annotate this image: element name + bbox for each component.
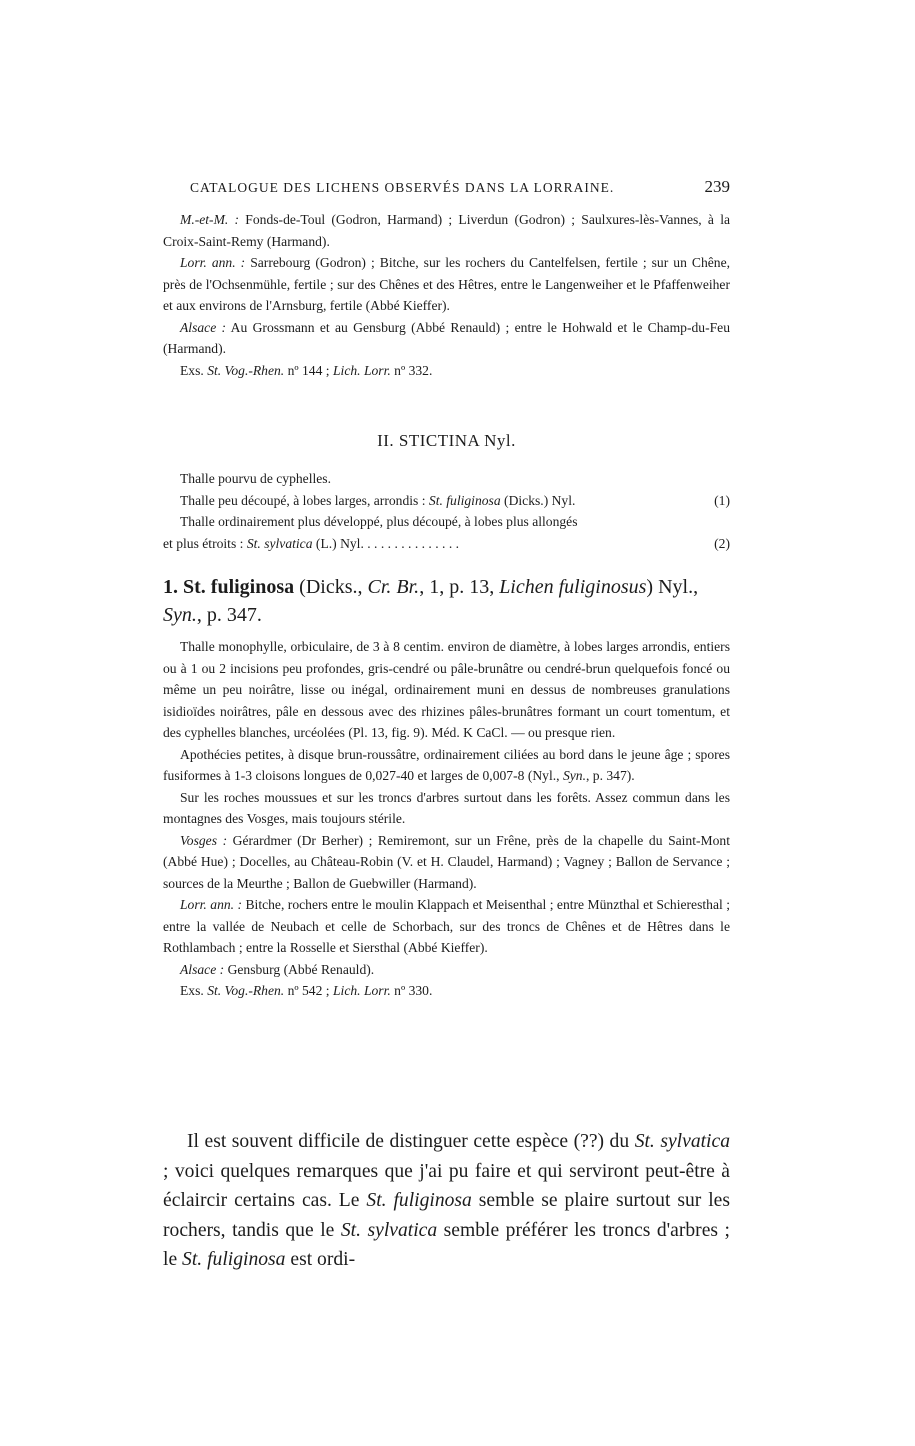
species-heading: 1. St. fuliginosa (Dicks., Cr. Br., 1, p. 13, Lichen fuliginosus) Nyl., Syn., p. 347. bbox=[163, 576, 699, 626]
species-description bbox=[163, 636, 730, 1002]
key-line-2: Thalle ordinairement plus développé, plus découpé, à lobes plus allongés bbox=[180, 514, 578, 529]
key-number: (1) bbox=[714, 492, 730, 508]
identification-key bbox=[163, 468, 730, 554]
apothecia-description: Apothécies petites, à disque brun-roussâtre, ordinairement ciliées au bord dans le jeune âge ; spores fusiformes à 1-3 cloisons longues de 0,027-40 et larges de 0,007-8 (Nyl., Syn., p. 347). bbox=[163, 746, 730, 783]
key-line-1: Thalle peu découpé, à lobes larges, arrondis : St. fuliginosa (Dicks.) Nyl. (1) bbox=[163, 490, 730, 512]
closing-paragraph: Il est souvent difficile de distinguer cette espèce (??) du St. sylvatica ; voici quelques remarques que j'ai pu faire et qui serviront peut-être à éclaircir certains cas. Le St. fuliginosa semble se plaire surtout sur les rochers, tandis que le St. sylvatica semble préférer les troncs d'arbres ; le St. fuliginosa est ordi- bbox=[163, 1131, 730, 1270]
region-label: Alsace : bbox=[180, 961, 225, 977]
localities-block-1 bbox=[163, 209, 730, 381]
region-label: Lorr. ann. : bbox=[180, 255, 246, 270]
region-label: Alsace : bbox=[180, 319, 227, 335]
running-title: CATALOGUE DES LICHENS OBSERVÉS DANS LA LORRAINE. bbox=[190, 180, 615, 195]
section-title: II. STICTINA Nyl. bbox=[377, 431, 516, 450]
region-label: Vosges : bbox=[180, 832, 228, 848]
key-intro: Thalle pourvu de cyphelles. bbox=[180, 471, 331, 486]
exsiccata-line: Exs. St. Vog.-Rhen. nº 542 ; Lich. Lorr. nº 330. bbox=[180, 983, 433, 998]
page-number: 239 bbox=[704, 177, 730, 196]
key-number: (2) bbox=[714, 535, 730, 551]
region-label: Lorr. ann. : bbox=[180, 897, 243, 912]
region-label: M.-et-M. : bbox=[180, 212, 240, 227]
locality-paragraph: Vosges : Gérardmer (Dr Berher) ; Remiremont, sur un Frêne, près de la chapelle du Saint-Mont (Abbé Hue) ; Docelles, au Château-Robin (V. et H. Claudel, Harmand) ; Vagney ; Ballon de Servance ; sources de la Meurthe ; Ballon de Guebwiller (Harmand). bbox=[163, 832, 730, 891]
locality-paragraph: Lorr. ann. : Bitche, rochers entre le moulin Klappach et Meisenthal ; entre Münzthal et Schieresthal ; entre la vallée de Neubach et celle de Schorbach, sur des troncs de Chênes et de Hêtres dans le Rothlambach ; entre la Rosselle et Siersthal (Abbé Kieffer). bbox=[163, 897, 730, 955]
running-header bbox=[190, 177, 730, 202]
locality-paragraph: M.-et-M. : Fonds-de-Toul (Godron, Harmand) ; Liverdun (Godron) ; Saulxures-lès-Vannes, à la Croix-Saint-Remy (Harmand). bbox=[163, 212, 731, 249]
key-line-3: et plus étroits : St. sylvatica (L.) Nyl. . . . . . . . . . . . . . . (2) bbox=[163, 533, 730, 555]
locality-paragraph: Alsace : Gensburg (Abbé Renauld). bbox=[180, 961, 375, 977]
exsiccata-line: Exs. St. Vog.-Rhen. nº 144 ; Lich. Lorr. nº 332. bbox=[180, 362, 433, 378]
locality-paragraph: Alsace : Au Grossmann et au Gensburg (Abbé Renauld) ; entre le Hohwald et le Champ-du-Feu (Harmand). bbox=[163, 319, 730, 356]
habitat-description: Sur les roches moussues et sur les troncs d'arbres surtout dans les forêts. Assez commun dans les montagnes des Vosges, mais toujours stérile. bbox=[163, 789, 730, 826]
thallus-description: Thalle monophylle, orbiculaire, de 3 à 8 centim. environ de diamètre, à lobes larges arrondis, entiers ou à 1 ou 2 incisions peu profondes, gris-cendré ou pâle-brunâtre ou cendré-brun quelquefois foncé ou même un peu noirâtre, lisse ou inégal, ordinairement muni en dessus de nombreuses granulations isidioïdes noirâtres, pâle en dessous avec des rhizines pâles-brunâtres formant un court tomentum, et des cyphelles blanches, urcéolées (Pl. 13, fig. 9). Méd. K CaCl. — ou presque rien. bbox=[163, 639, 730, 740]
locality-paragraph: Lorr. ann. : Sarrebourg (Godron) ; Bitche, sur les rochers du Cantelfelsen, fertile ; sur un Chêne, près de l'Ochsenmühle, fertile ; sur des Chênes et des Hêtres, entre le Langenweiher et le Pfaffenweiher et aux environs de l'Arnsburg, fertile (Abbé Kieffer). bbox=[163, 255, 731, 313]
